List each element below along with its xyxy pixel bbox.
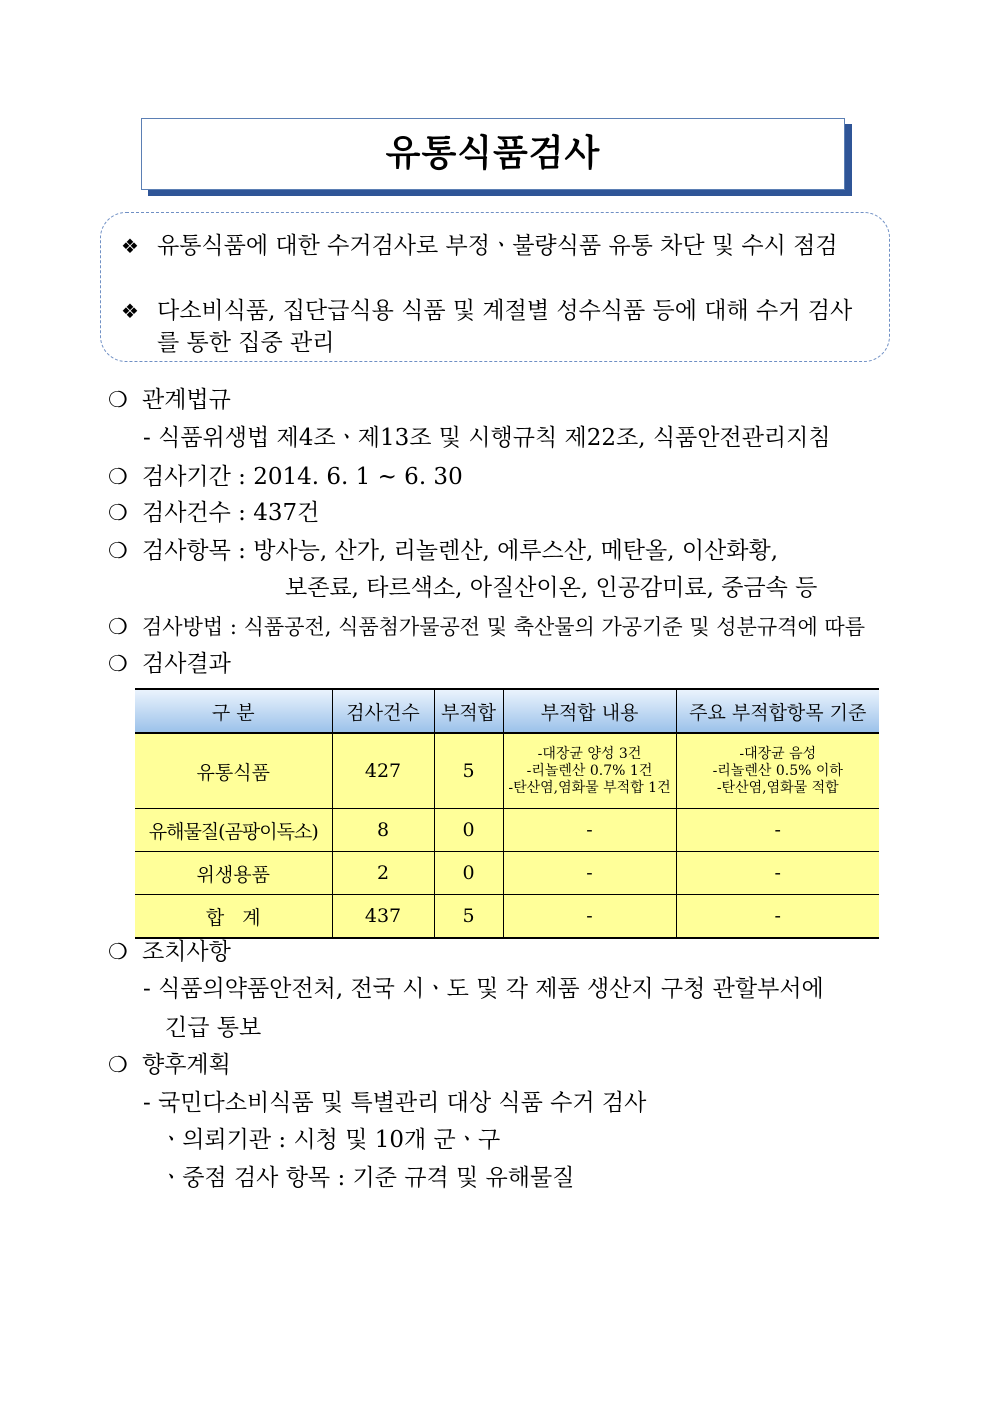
table-header: 주요 부적합항목 기준 (676, 689, 879, 733)
fail-content-line: -리놀렌산 0.7% 1건 (526, 762, 653, 779)
action-title: 조치사항 (142, 939, 231, 965)
table-cell: 유해물질(곰팡이독소) (135, 809, 332, 852)
standard-line: -대장균 음성 (739, 745, 817, 762)
section-period (108, 461, 463, 494)
table-header: 부적합 내용 (503, 689, 676, 733)
action-detail: - 식품의약품안전처, 전국 시ㆍ도 및 각 제품 생산지 구청 관할부서에 (143, 976, 824, 1002)
circle-bullet-icon: ❍ (108, 539, 128, 564)
items-text-cont: 보존료, 타르색소, 아질산이온, 인공감미료, 중금속 등 (285, 575, 818, 601)
section-action (108, 936, 231, 969)
circle-bullet-icon: ❍ (108, 388, 128, 413)
table-cell: 8 (332, 809, 434, 852)
table-header: 검사건수 (332, 689, 434, 733)
result-title: 검사결과 (142, 651, 231, 677)
table-cell: 427 (332, 733, 434, 809)
summary-text: 유통식품에 대한 수거검사로 부정ㆍ불량식품 유통 차단 및 수시 점검 (157, 233, 838, 259)
section-law (108, 384, 231, 417)
table-header-row (135, 689, 879, 733)
table-cell (503, 733, 676, 809)
section-items (108, 535, 778, 568)
summary-box (100, 212, 890, 362)
standard-line: -탄산염,염화물 적합 (716, 779, 839, 796)
plan-sub-item: ㆍ중점 검사 항목 : 기준 규격 및 유해물질 (160, 1165, 575, 1191)
table-row-total (135, 895, 879, 939)
method-text: 검사방법 : 식품공전, 식품첨가물공전 및 축산물의 가공기준 및 성분규격에 따름 (142, 615, 865, 639)
circle-bullet-icon: ❍ (108, 501, 128, 526)
table-cell: - (676, 809, 879, 852)
items-text: 검사항목 : 방사능, 산가, 리놀렌산, 에루스산, 메탄올, 이산화황, (142, 538, 779, 564)
table-cell: 2 (332, 852, 434, 895)
section-count (108, 497, 319, 530)
count-text: 검사건수 : 437건 (142, 500, 320, 526)
plan-detail: - 국민다소비식품 및 특별관리 대상 식품 수거 검사 (143, 1090, 647, 1116)
plan-sub-item: ㆍ의뢰기관 : 시청 및 10개 군ㆍ구 (160, 1127, 501, 1153)
action-detail-cont: 긴급 통보 (165, 1015, 262, 1041)
table-cell: 437 (332, 895, 434, 939)
plan-title: 향후계획 (142, 1052, 231, 1078)
title-box (141, 118, 845, 190)
summary-item (121, 230, 861, 262)
table-cell: - (503, 852, 676, 895)
table-row (135, 809, 879, 852)
law-detail: - 식품위생법 제4조ㆍ제13조 및 시행규칙 제22조, 식품안전관리지침 (143, 425, 831, 451)
table-cell: - (503, 809, 676, 852)
page-title: 유통식품검사 (385, 133, 601, 174)
period-text: 검사기간 : 2014. 6. 1 ~ 6. 30 (142, 464, 463, 490)
table-row (135, 733, 879, 809)
table-header: 구 분 (135, 689, 332, 733)
circle-bullet-icon: ❍ (108, 465, 128, 490)
fail-content-line: -대장균 양성 3건 (537, 745, 642, 762)
table-cell: - (676, 895, 879, 939)
table-row (135, 852, 879, 895)
diamond-bullet-icon: ❖ (121, 299, 139, 323)
table-cell: 5 (434, 895, 503, 939)
summary-item (121, 295, 861, 359)
section-plan (108, 1049, 231, 1082)
table-cell: 유통식품 (135, 733, 332, 809)
standard-line: -리놀렌산 0.5% 이하 (712, 762, 843, 779)
result-table (135, 688, 879, 939)
table-cell: 합 계 (135, 895, 332, 939)
table-cell: 5 (434, 733, 503, 809)
circle-bullet-icon: ❍ (108, 615, 128, 640)
circle-bullet-icon: ❍ (108, 652, 128, 677)
section-result (108, 648, 231, 681)
table-cell: 0 (434, 809, 503, 852)
table-cell: - (503, 895, 676, 939)
summary-text: 다소비식품, 집단급식용 식품 및 계절별 성수식품 등에 대해 수거 검사를 통한 집중 관리 (157, 298, 853, 356)
law-title: 관계법규 (142, 387, 231, 413)
circle-bullet-icon: ❍ (108, 940, 128, 965)
table-cell: - (676, 852, 879, 895)
table-cell: 0 (434, 852, 503, 895)
table-header: 부적합 (434, 689, 503, 733)
diamond-bullet-icon: ❖ (121, 234, 139, 258)
circle-bullet-icon: ❍ (108, 1053, 128, 1078)
table-cell (676, 733, 879, 809)
fail-content-line: -탄산염,염화물 부적합 1건 (508, 779, 671, 796)
section-method (108, 611, 865, 644)
table-cell: 위생용품 (135, 852, 332, 895)
